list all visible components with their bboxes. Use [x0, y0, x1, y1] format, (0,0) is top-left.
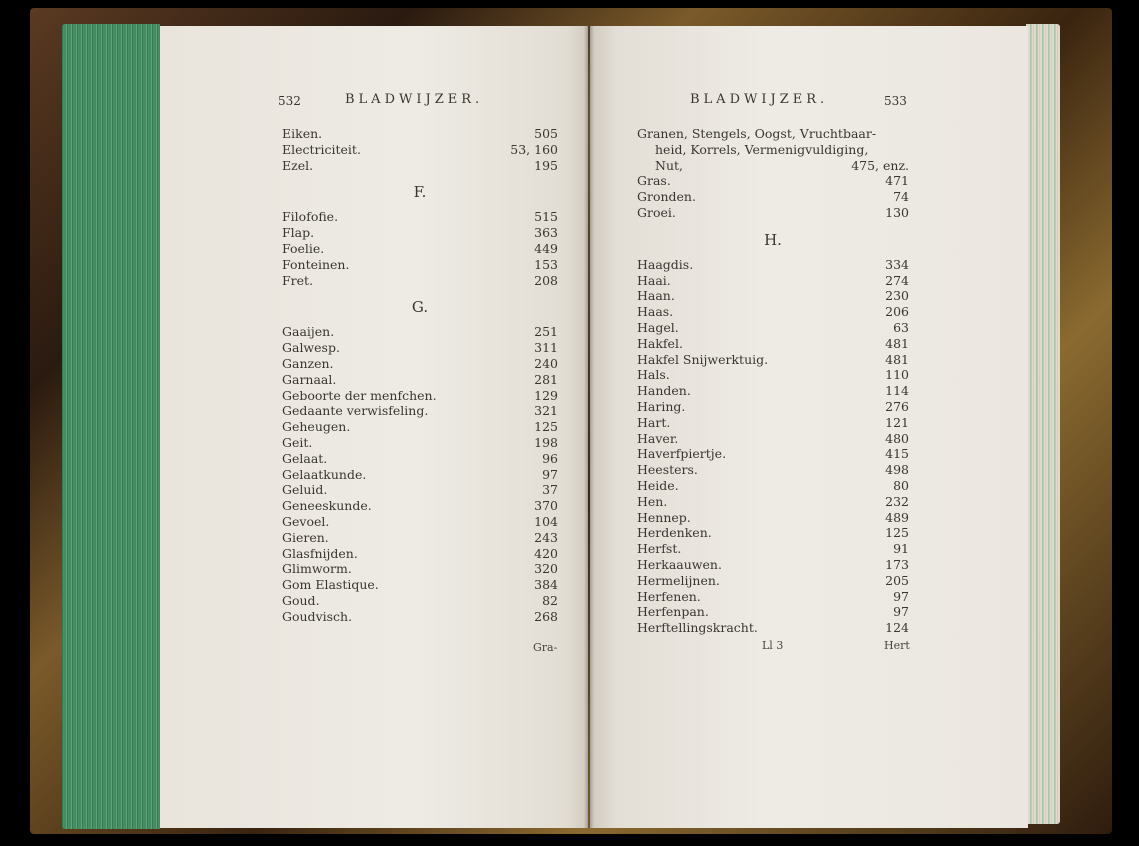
- index-entry: [282, 498, 558, 514]
- index-page-ref: 274: [885, 272, 909, 288]
- index-term: Haver.: [637, 430, 679, 446]
- index-term: Gieren.: [282, 529, 329, 545]
- index-entry: [282, 482, 558, 498]
- index-entry: [637, 173, 909, 189]
- index-page-ref: 129: [534, 387, 558, 403]
- index-page-ref: 80: [893, 477, 909, 493]
- index-entry: [282, 435, 558, 451]
- index-entry: [282, 225, 558, 241]
- index-page-ref: 195: [534, 157, 558, 173]
- index-entry: [637, 158, 909, 174]
- index-term: Herfenpan.: [637, 604, 709, 620]
- index-page-ref: 205: [885, 572, 909, 588]
- index-entry: [282, 530, 558, 546]
- section-letter: F.: [413, 183, 427, 202]
- index-term: Haas.: [637, 304, 674, 320]
- index-entry: [637, 189, 909, 205]
- index-term: Handen.: [637, 383, 691, 399]
- index-entry: [282, 514, 558, 530]
- index-term: Herfenen.: [637, 588, 701, 604]
- index-term: Glasfnijden.: [282, 545, 358, 561]
- index-page-ref: 420: [534, 545, 558, 561]
- index-term: Nut,: [655, 157, 683, 173]
- index-page-ref: 125: [534, 419, 558, 435]
- index-entry: [282, 403, 558, 419]
- index-entry: [282, 561, 558, 577]
- index-entry: [637, 205, 909, 221]
- index-term: Gelaat.: [282, 450, 328, 466]
- index-page-ref: 320: [534, 561, 558, 577]
- index-term: Hennep.: [637, 509, 691, 525]
- index-term: Electriciteit.: [282, 141, 361, 157]
- index-page-ref: 311: [534, 340, 558, 356]
- index-page-ref: 481: [885, 335, 909, 351]
- index-entry: [637, 446, 909, 462]
- index-page-ref: 114: [885, 383, 909, 399]
- right-signature-mark: Ll 3: [762, 639, 784, 652]
- index-page-ref: 125: [885, 525, 909, 541]
- index-entry: [637, 462, 909, 478]
- right-running-head: BLADWIJZER.: [690, 92, 829, 107]
- index-entry: [637, 604, 909, 620]
- index-term: Geneeskunde.: [282, 498, 372, 514]
- index-page-ref: 230: [885, 288, 909, 304]
- index-entry: [282, 273, 558, 289]
- index-page-ref: 82: [542, 592, 558, 608]
- section-letter: G.: [411, 298, 429, 317]
- index-entry: [637, 589, 909, 605]
- index-term: Geboorte der menfchen.: [282, 387, 437, 403]
- index-page-ref: 96: [542, 450, 558, 466]
- index-entry: [637, 573, 909, 589]
- index-term: Gedaante verwisfeling.: [282, 403, 429, 419]
- index-entry: [637, 304, 909, 320]
- index-entry: [282, 467, 558, 483]
- index-entry: [637, 257, 909, 273]
- index-page-ref: 281: [534, 371, 558, 387]
- index-page-ref: 97: [893, 604, 909, 620]
- index-term: Garnaal.: [282, 371, 337, 387]
- index-page-ref: 363: [534, 225, 558, 241]
- index-term: Goudvisch.: [282, 608, 353, 624]
- index-term: Herftellingskracht.: [637, 620, 758, 636]
- index-entry: [282, 419, 558, 435]
- right-catchword: Hert: [884, 639, 910, 652]
- index-entry: [637, 431, 909, 447]
- index-term: Goud.: [282, 592, 320, 608]
- index-term: Hen.: [637, 493, 668, 509]
- index-page-ref: 173: [885, 556, 909, 572]
- left-page-number: 532: [278, 94, 301, 108]
- index-term: Geit.: [282, 434, 313, 450]
- index-intro-line: heid, Korrels, Vermenigvuldiging,: [655, 141, 869, 157]
- index-term: Heesters.: [637, 462, 698, 478]
- index-page-ref: 97: [893, 588, 909, 604]
- index-term: Galwesp.: [282, 340, 340, 356]
- index-entry: [282, 451, 558, 467]
- index-term: Gaaijen.: [282, 324, 335, 340]
- index-entry: [637, 557, 909, 573]
- index-entry: [637, 383, 909, 399]
- index-entry: [637, 510, 909, 526]
- index-term: Groei.: [637, 204, 676, 220]
- index-term: Geluid.: [282, 482, 328, 498]
- index-entry: [637, 288, 909, 304]
- index-page-ref: 384: [534, 577, 558, 593]
- index-term: Flap.: [282, 225, 315, 241]
- index-page-ref: 240: [534, 355, 558, 371]
- index-page-ref: 37: [542, 482, 558, 498]
- index-term: Hagel.: [637, 319, 679, 335]
- index-term: Herkaauwen.: [637, 556, 722, 572]
- index-page-ref: 153: [534, 256, 558, 272]
- index-term: Foelie.: [282, 240, 325, 256]
- index-entry: [637, 336, 909, 352]
- index-page-ref: 498: [885, 462, 909, 478]
- index-term: Fret.: [282, 272, 314, 288]
- index-term: Hakfel.: [637, 335, 683, 351]
- index-page-ref: 97: [542, 466, 558, 482]
- index-entry: [282, 126, 558, 142]
- index-entry: [637, 367, 909, 383]
- index-term: Hals.: [637, 367, 670, 383]
- index-term: Ganzen.: [282, 355, 334, 371]
- index-page-ref: 268: [534, 608, 558, 624]
- section-letter: H.: [764, 230, 782, 249]
- index-page-ref: 481: [885, 351, 909, 367]
- index-entry: [282, 340, 558, 356]
- index-term: Gronden.: [637, 189, 696, 205]
- index-term: Glimworm.: [282, 561, 352, 577]
- page-edges-right: [1026, 24, 1060, 824]
- index-page-ref: 471: [885, 173, 909, 189]
- index-page-ref: 124: [885, 620, 909, 636]
- index-entry: [282, 142, 558, 158]
- index-page-ref: 74: [893, 189, 909, 205]
- index-entry: [282, 257, 558, 273]
- index-page-ref: 53, 160: [510, 141, 558, 157]
- index-term: Haring.: [637, 398, 686, 414]
- index-entry: [282, 209, 558, 225]
- index-term: Geheugen.: [282, 419, 351, 435]
- index-page-ref: 415: [885, 446, 909, 462]
- index-term: Hakfel Snijwerktuig.: [637, 351, 769, 367]
- index-entry: [282, 356, 558, 372]
- index-entry: [637, 320, 909, 336]
- index-term: Hermelijnen.: [637, 572, 720, 588]
- index-page-ref: 243: [534, 529, 558, 545]
- index-page-ref: 63: [893, 319, 909, 335]
- index-page-ref: 449: [534, 240, 558, 256]
- index-term: Heide.: [637, 477, 679, 493]
- left-index-list: [282, 126, 558, 625]
- index-term: Gelaatkunde.: [282, 466, 367, 482]
- index-page-ref: 130: [885, 204, 909, 220]
- index-entry: [637, 415, 909, 431]
- index-page-ref: 208: [534, 272, 558, 288]
- index-entry: [637, 620, 909, 636]
- index-term: Herfst.: [637, 541, 682, 557]
- index-entry: [637, 399, 909, 415]
- index-page-ref: 505: [534, 126, 558, 141]
- index-entry: [282, 241, 558, 257]
- index-term: Haverfpiertje.: [637, 446, 727, 462]
- index-term: Gevoel.: [282, 513, 330, 529]
- index-page-ref: 334: [885, 256, 909, 272]
- index-entry: [282, 372, 558, 388]
- index-entry: [282, 388, 558, 404]
- index-term: Gras.: [637, 173, 671, 189]
- index-page-ref: 321: [534, 403, 558, 419]
- index-term: Hart.: [637, 414, 671, 430]
- index-entry: [637, 541, 909, 557]
- index-page-ref: 232: [885, 493, 909, 509]
- left-catchword: Gra-: [533, 641, 558, 654]
- index-page-ref: 251: [534, 324, 558, 340]
- index-entry: [282, 609, 558, 625]
- index-entry: [637, 478, 909, 494]
- index-entry: [637, 273, 909, 289]
- index-term: Gom Elastique.: [282, 577, 379, 593]
- index-page-ref: 121: [885, 414, 909, 430]
- index-page-ref: 276: [885, 398, 909, 414]
- left-running-head: BLADWIJZER.: [345, 92, 484, 107]
- index-page-ref: 91: [893, 541, 909, 557]
- index-entry: [282, 593, 558, 609]
- index-entry: [637, 525, 909, 541]
- index-intro-line: Granen, Stengels, Oogst, Vruchtbaar-: [637, 126, 877, 141]
- index-page-ref: 480: [885, 430, 909, 446]
- right-index-list: [637, 126, 909, 636]
- index-term: Herdenken.: [637, 525, 712, 541]
- index-term: Eiken.: [282, 126, 323, 141]
- index-entry: [637, 494, 909, 510]
- index-entry: [282, 158, 558, 174]
- index-term: Fonteinen.: [282, 256, 350, 272]
- index-term: Ezel.: [282, 157, 314, 173]
- index-page-ref: 370: [534, 498, 558, 514]
- index-entry: [637, 352, 909, 368]
- index-page-ref: 515: [534, 209, 558, 225]
- right-page-number: 533: [884, 94, 907, 108]
- page-edges-left: [62, 24, 160, 829]
- index-page-ref: 198: [534, 434, 558, 450]
- index-entry: [282, 577, 558, 593]
- index-entry: [282, 546, 558, 562]
- index-term: Haagdis.: [637, 256, 694, 272]
- index-term: Haan.: [637, 288, 675, 304]
- book-gutter: [584, 26, 594, 828]
- index-term: Filofofie.: [282, 209, 339, 225]
- index-term: Haai.: [637, 272, 671, 288]
- index-page-ref: 110: [885, 367, 909, 383]
- index-page-ref: 104: [534, 513, 558, 529]
- index-entry: [282, 324, 558, 340]
- index-page-ref: 489: [885, 509, 909, 525]
- index-page-ref: 206: [885, 304, 909, 320]
- index-page-ref: 475, enz.: [851, 157, 909, 173]
